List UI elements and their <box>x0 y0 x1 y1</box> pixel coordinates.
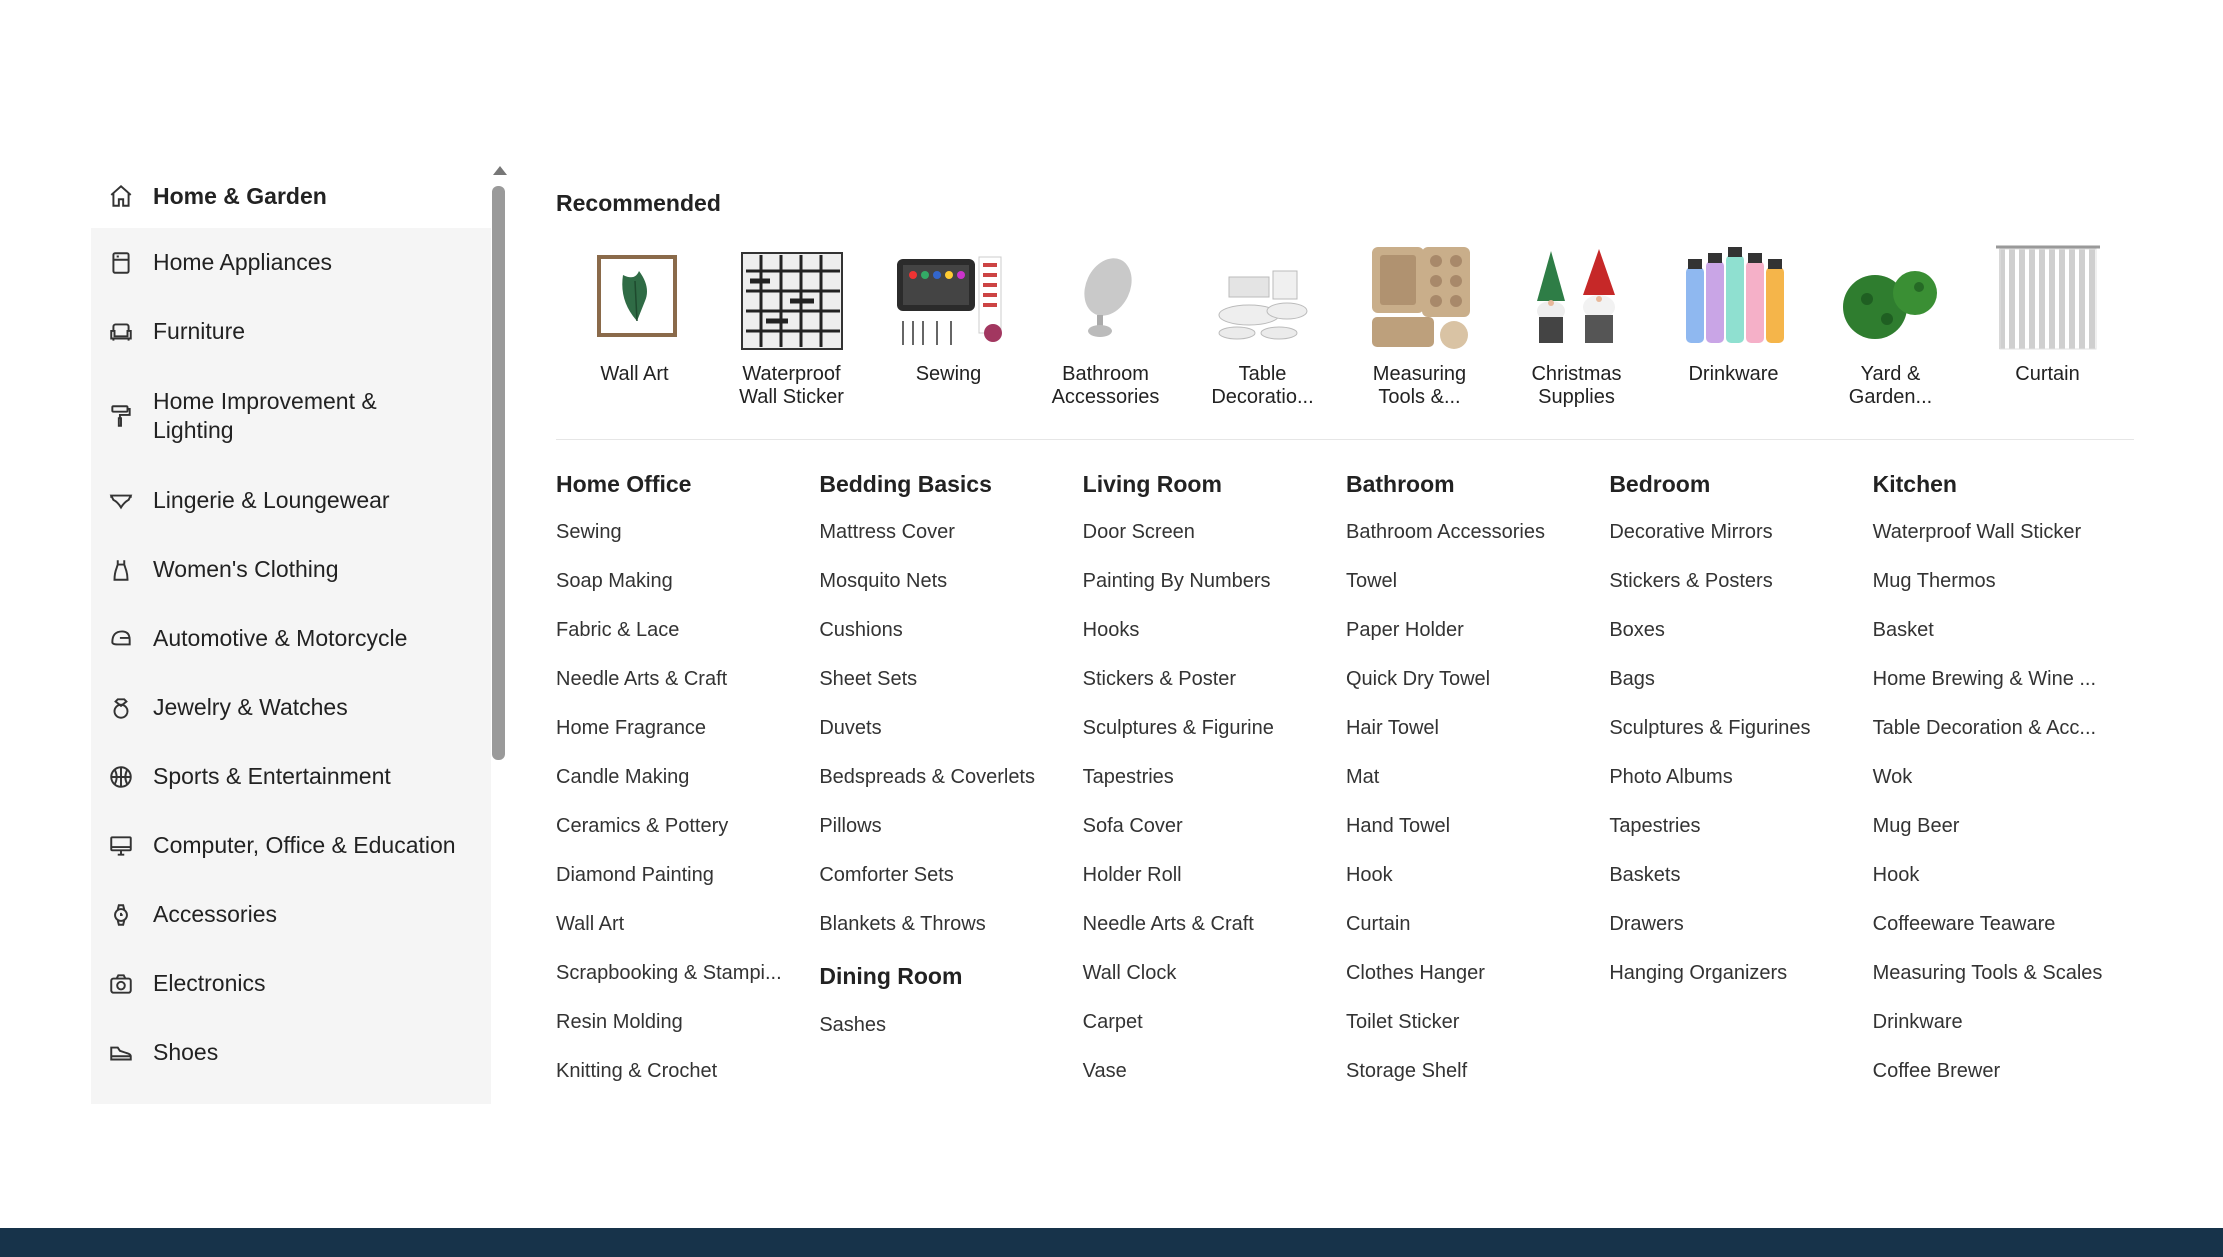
category-link[interactable]: Clothes Hanger <box>1345 962 1485 984</box>
shoe-icon <box>107 1039 135 1067</box>
recommended-item[interactable] <box>1655 241 1812 409</box>
paint-roller-icon <box>107 402 135 430</box>
recommended-item[interactable] <box>556 241 713 409</box>
category-link[interactable]: Sashes <box>819 1014 887 1036</box>
recommended-row <box>556 241 2136 409</box>
recommended-item[interactable] <box>1341 241 1498 409</box>
monitor-icon <box>107 832 135 860</box>
category-link[interactable]: Diamond Painting <box>556 864 714 886</box>
column-bedding-basics <box>819 470 1082 1036</box>
sidebar-item-home-improvement[interactable] <box>91 366 491 466</box>
table-decoration-image <box>1207 241 1319 353</box>
category-link[interactable]: Fabric & Lace <box>556 619 680 641</box>
category-link[interactable]: Tapestries <box>1082 766 1174 788</box>
column-kitchen <box>1872 470 2136 1082</box>
category-link[interactable]: Home Brewing & Wine ... <box>1872 668 2097 690</box>
home-icon <box>107 182 135 210</box>
category-link[interactable]: Hair Towel <box>1345 717 1439 739</box>
category-link[interactable]: Waterproof Wall Sticker <box>1872 521 2082 543</box>
category-link[interactable]: Needle Arts & Craft <box>556 668 728 690</box>
wall-art-image <box>579 241 691 353</box>
sidebar-item-label: Shoes <box>153 1039 219 1065</box>
appliance-icon <box>107 249 135 277</box>
curtain-image <box>1992 241 2104 353</box>
sidebar-item-home-appliances[interactable] <box>91 228 491 297</box>
category-link[interactable]: Stickers & Posters <box>1609 570 1773 592</box>
category-link[interactable]: Scrapbooking & Stampi... <box>556 962 782 984</box>
category-link[interactable]: Wall Clock <box>1082 962 1177 984</box>
category-sidebar <box>91 164 491 1104</box>
recommended-item-label: Curtain <box>2015 363 2080 385</box>
garden-topiary-image <box>1835 241 1947 353</box>
recommended-item-label: Bathroom Accessories <box>1051 363 1160 408</box>
category-link[interactable]: Holder Roll <box>1082 864 1182 886</box>
column-title: Living Room <box>1082 471 1222 497</box>
sidebar-item-label: Accessories <box>153 901 277 927</box>
basketball-icon <box>107 763 135 791</box>
sidebar-item-womens-clothing[interactable] <box>91 535 491 604</box>
category-link[interactable]: Hook <box>1872 864 1920 886</box>
category-link[interactable]: Resin Molding <box>556 1011 683 1033</box>
recommended-item[interactable] <box>1969 241 2126 409</box>
sidebar-item-label: Furniture <box>153 318 246 344</box>
column-home-office <box>556 470 819 1082</box>
category-panel <box>556 164 2136 1082</box>
watch-icon <box>107 901 135 929</box>
footer-bar <box>0 1228 2223 1257</box>
category-link[interactable]: Paper Holder <box>1345 619 1464 641</box>
category-link[interactable]: Hand Towel <box>1345 815 1451 837</box>
camera-icon <box>107 970 135 998</box>
recommended-item-label: Drinkware <box>1688 363 1779 385</box>
sidebar-item-label: Women's Clothing <box>153 556 339 582</box>
category-link[interactable]: Hanging Organizers <box>1609 962 1788 984</box>
recommended-item[interactable] <box>870 241 1027 409</box>
column-title: Kitchen <box>1872 471 1957 497</box>
category-link[interactable]: Sofa Cover <box>1082 815 1183 837</box>
sidebar-item-label: Lingerie & Loungewear <box>153 487 390 513</box>
helmet-icon <box>107 625 135 653</box>
category-link[interactable]: Wok <box>1872 766 1913 788</box>
column-title: Bedding Basics <box>819 471 992 497</box>
scroll-up-arrow-icon[interactable] <box>493 166 507 175</box>
sidebar-item-automotive[interactable] <box>91 604 491 673</box>
category-link[interactable]: Towel <box>1345 570 1398 592</box>
diamond-ring-icon <box>107 694 135 722</box>
sidebar-item-shoes[interactable] <box>91 1018 491 1087</box>
column-living-room <box>1082 470 1346 1082</box>
recommended-item-label: Sewing <box>915 363 982 385</box>
recommended-item-label: Waterproof Wall Sticker <box>739 363 844 408</box>
category-link[interactable]: Cushions <box>819 619 903 641</box>
category-link[interactable]: Measuring Tools & Scales <box>1872 962 2103 984</box>
column-bathroom <box>1345 470 1609 1082</box>
sidebar-item-label: Electronics <box>153 970 266 996</box>
bathroom-accessory-image <box>1050 241 1162 353</box>
category-link[interactable]: Coffeeware Teaware <box>1872 913 2056 935</box>
sidebar-item-furniture[interactable] <box>91 297 491 366</box>
category-link[interactable]: Mug Thermos <box>1872 570 1996 592</box>
lingerie-icon <box>107 487 135 515</box>
sidebar-item-jewelry[interactable] <box>91 673 491 742</box>
recommended-item-label: Wall Art <box>600 363 669 385</box>
recommended-item[interactable] <box>1184 241 1341 409</box>
recommended-title: Recommended <box>556 190 721 216</box>
category-link[interactable]: Candle Making <box>556 766 690 788</box>
category-link[interactable]: Vase <box>1082 1060 1127 1082</box>
category-link[interactable]: Mat <box>1345 766 1380 788</box>
category-link[interactable]: Hooks <box>1082 619 1140 641</box>
sidebar-item-lingerie[interactable] <box>91 466 491 535</box>
category-link[interactable]: Sculptures & Figurine <box>1082 717 1274 739</box>
recommended-item[interactable] <box>713 241 870 409</box>
category-link[interactable]: Painting By Numbers <box>1082 570 1271 592</box>
category-link[interactable]: Sculptures & Figurines <box>1609 717 1811 739</box>
recommended-item[interactable] <box>1498 241 1655 409</box>
category-columns <box>556 470 2136 1082</box>
sidebar-item-label: Automotive & Motorcycle <box>153 625 408 651</box>
sewing-kit-image <box>893 241 1005 353</box>
sofa-icon <box>107 318 135 346</box>
wall-sticker-image <box>736 241 848 353</box>
category-link[interactable]: Quick Dry Towel <box>1345 668 1491 690</box>
category-link[interactable]: Hook <box>1345 864 1393 886</box>
category-link[interactable]: Decorative Mirrors <box>1609 521 1773 543</box>
category-link[interactable]: Home Fragrance <box>556 717 707 739</box>
category-link[interactable]: Mug Beer <box>1872 815 1960 837</box>
category-link[interactable]: Coffee Brewer <box>1872 1060 2001 1082</box>
category-link[interactable]: Drinkware <box>1872 1011 1963 1033</box>
column-title: Bathroom <box>1345 471 1455 497</box>
sidebar-item-label: Home & Garden <box>153 182 327 209</box>
sidebar-item-sports[interactable] <box>91 742 491 811</box>
category-link[interactable]: Bags <box>1609 668 1655 690</box>
sidebar-item-label: Home Appliances <box>153 249 332 275</box>
recommended-item[interactable] <box>1812 241 1969 409</box>
category-link[interactable]: Wall Art <box>556 913 625 935</box>
sidebar-item-computer-office[interactable] <box>91 811 491 880</box>
sidebar-item-label: Jewelry & Watches <box>153 694 348 720</box>
category-link[interactable]: Mosquito Nets <box>819 570 948 592</box>
category-link[interactable]: Bedspreads & Coverlets <box>819 766 1035 788</box>
category-link[interactable]: Comforter Sets <box>819 864 954 886</box>
column-title: Bedroom <box>1609 471 1711 497</box>
sidebar-item-electronics[interactable] <box>91 949 491 1018</box>
category-link[interactable]: Table Decoration & Acc... <box>1872 717 2097 739</box>
category-link[interactable]: Stickers & Poster <box>1082 668 1237 690</box>
recommended-item-label: Measuring Tools &... <box>1372 363 1467 408</box>
category-link[interactable]: Sheet Sets <box>819 668 918 690</box>
column-subtitle-dining-room: Dining Room <box>819 963 963 989</box>
category-link[interactable]: Mattress Cover <box>819 521 955 543</box>
column-title: Home Office <box>556 471 692 497</box>
recommended-item-label: Table Decoratio... <box>1211 363 1314 408</box>
measuring-tools-image <box>1364 241 1476 353</box>
category-link[interactable]: Bathroom Accessories <box>1345 521 1545 543</box>
sidebar-item-label: Home Improvement & Lighting <box>153 388 377 443</box>
category-link[interactable]: Photo Albums <box>1609 766 1733 788</box>
category-link[interactable]: Boxes <box>1609 619 1665 641</box>
sidebar-item-label: Sports & Entertainment <box>153 763 391 789</box>
category-link[interactable]: Door Screen <box>1082 521 1195 543</box>
recommended-item-label: Yard & Garden... <box>1848 363 1933 408</box>
category-link[interactable]: Basket <box>1872 619 1934 641</box>
category-link[interactable]: Pillows <box>819 815 882 837</box>
category-link[interactable]: Carpet <box>1082 1011 1143 1033</box>
category-link[interactable]: Toilet Sticker <box>1345 1011 1460 1033</box>
sidebar-item-accessories[interactable] <box>91 880 491 949</box>
recommended-item-label: Christmas Supplies <box>1531 363 1622 408</box>
dress-icon <box>107 556 135 584</box>
category-link[interactable]: Duvets <box>819 717 882 739</box>
column-bedroom <box>1609 470 1872 984</box>
drinkware-image <box>1678 241 1790 353</box>
category-link[interactable]: Baskets <box>1609 864 1681 886</box>
category-link[interactable]: Tapestries <box>1609 815 1701 837</box>
sidebar-item-label: Computer, Office & Education <box>153 832 456 858</box>
recommended-item[interactable] <box>1027 241 1184 409</box>
category-link[interactable]: Soap Making <box>556 570 673 592</box>
category-link[interactable]: Knitting & Crochet <box>556 1060 718 1082</box>
category-link[interactable]: Curtain <box>1345 913 1411 935</box>
sidebar-item-home-garden[interactable] <box>91 164 491 228</box>
category-link[interactable]: Storage Shelf <box>1345 1060 1468 1082</box>
category-link[interactable]: Drawers <box>1609 913 1684 935</box>
scrollbar-thumb[interactable] <box>492 186 505 760</box>
category-link[interactable]: Sewing <box>556 521 622 543</box>
section-divider <box>556 439 2134 440</box>
christmas-gnome-image <box>1521 241 1633 353</box>
category-link[interactable]: Ceramics & Pottery <box>556 815 729 837</box>
category-link[interactable]: Blankets & Throws <box>819 913 986 935</box>
category-link[interactable]: Needle Arts & Craft <box>1082 913 1254 935</box>
